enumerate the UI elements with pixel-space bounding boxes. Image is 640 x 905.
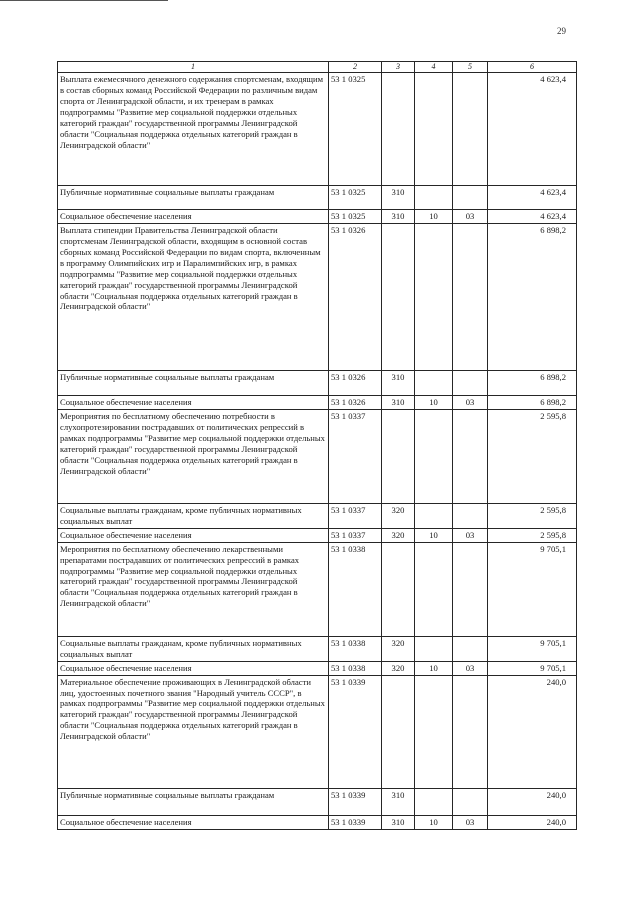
row-col4: 10: [415, 210, 453, 224]
row-col5: 03: [453, 661, 488, 675]
row-col4: [415, 224, 453, 371]
row-code: 53 1 0338: [329, 661, 382, 675]
row-name: Публичные нормативные социальные выплаты гражданам: [58, 371, 329, 396]
row-col4: [415, 73, 453, 186]
row-col4: [415, 788, 453, 815]
row-col3: 310: [382, 371, 415, 396]
row-code: 53 1 0326: [329, 371, 382, 396]
row-amount: 240,0: [488, 815, 577, 829]
row-col5: [453, 371, 488, 396]
row-col5: [453, 224, 488, 371]
header-col-4: 4: [415, 62, 453, 73]
row-col4: 10: [415, 528, 453, 542]
row-col5: [453, 636, 488, 661]
row-code: 53 1 0338: [329, 542, 382, 636]
row-amount: 6 898,2: [488, 396, 577, 410]
table-row: [58, 73, 577, 186]
table-row: [58, 186, 577, 210]
table-row: [58, 396, 577, 410]
row-name: Социальное обеспечение населения: [58, 661, 329, 675]
row-amount: 9 705,1: [488, 636, 577, 661]
row-col4: 10: [415, 396, 453, 410]
row-name: Социальное обеспечение населения: [58, 528, 329, 542]
page-number: 29: [557, 26, 566, 36]
row-col3: 320: [382, 503, 415, 528]
row-code: 53 1 0326: [329, 224, 382, 371]
row-name: Социальные выплаты гражданам, кроме публичных нормативных социальных выплат: [58, 503, 329, 528]
row-col3: 310: [382, 396, 415, 410]
table-row: [58, 409, 577, 503]
scan-edge-line: [0, 0, 168, 1]
header-col-6: 6: [488, 62, 577, 73]
table-row: [58, 788, 577, 815]
row-amount: 4 623,4: [488, 210, 577, 224]
header-col-3: 3: [382, 62, 415, 73]
row-col4: [415, 371, 453, 396]
row-col3: [382, 542, 415, 636]
table-row: [58, 675, 577, 788]
row-col5: [453, 542, 488, 636]
table-row: [58, 528, 577, 542]
row-code: 53 1 0337: [329, 503, 382, 528]
row-col5: [453, 409, 488, 503]
row-col3: 310: [382, 210, 415, 224]
row-col3: [382, 409, 415, 503]
row-name: Социальное обеспечение населения: [58, 815, 329, 829]
table-row: [58, 542, 577, 636]
row-amount: 240,0: [488, 675, 577, 788]
row-name: Публичные нормативные социальные выплаты гражданам: [58, 788, 329, 815]
header-col-5: 5: [453, 62, 488, 73]
row-col5: [453, 73, 488, 186]
row-col3: 310: [382, 788, 415, 815]
row-col3: [382, 224, 415, 371]
row-name: Социальные выплаты гражданам, кроме публичных нормативных социальных выплат: [58, 636, 329, 661]
row-code: 53 1 0325: [329, 210, 382, 224]
row-name: Социальное обеспечение населения: [58, 396, 329, 410]
table-row: [58, 815, 577, 829]
row-col3: 320: [382, 661, 415, 675]
header-col-2: 2: [329, 62, 382, 73]
table-row: [58, 661, 577, 675]
row-col5: [453, 788, 488, 815]
row-amount: 6 898,2: [488, 224, 577, 371]
row-col4: 10: [415, 815, 453, 829]
row-amount: 2 595,8: [488, 409, 577, 503]
row-col3: [382, 675, 415, 788]
row-name: Материальное обеспечение проживающих в Ленинградской области лиц, удостоенных почетного звания "Народный учитель СССР", в рамках подпрограммы "Развитие мер социальной поддержки отдельных категорий граждан" государственной программы Ленинградской области "Социальная поддержка отдельных категорий граждан в Ленинградской области": [58, 675, 329, 788]
budget-table: [57, 61, 577, 830]
row-code: 53 1 0338: [329, 636, 382, 661]
row-col5: [453, 186, 488, 210]
header-col-1: 1: [58, 62, 329, 73]
row-col4: [415, 409, 453, 503]
row-code: 53 1 0339: [329, 675, 382, 788]
row-amount: 9 705,1: [488, 661, 577, 675]
row-code: 53 1 0325: [329, 73, 382, 186]
row-col4: [415, 186, 453, 210]
row-amount: 4 623,4: [488, 186, 577, 210]
row-col4: [415, 542, 453, 636]
table-row: [58, 210, 577, 224]
row-col5: [453, 503, 488, 528]
row-amount: 2 595,8: [488, 503, 577, 528]
row-amount: 2 595,8: [488, 528, 577, 542]
row-col4: [415, 636, 453, 661]
row-code: 53 1 0339: [329, 788, 382, 815]
row-col5: 03: [453, 210, 488, 224]
row-col5: 03: [453, 815, 488, 829]
row-col3: 310: [382, 815, 415, 829]
row-col3: 320: [382, 636, 415, 661]
row-amount: 240,0: [488, 788, 577, 815]
row-amount: 4 623,4: [488, 73, 577, 186]
row-col5: 03: [453, 528, 488, 542]
row-col5: 03: [453, 396, 488, 410]
header-row: [58, 62, 577, 73]
row-name: Мероприятия по бесплатному обеспечению лекарственными препаратами пострадавших от политических репрессий в рамках подпрограммы "Развитие мер социальной поддержки отдельных категорий граждан" государственной программы Ленинградской области "Социальная поддержка отдельных категорий граждан в Ленинградской области": [58, 542, 329, 636]
row-code: 53 1 0326: [329, 396, 382, 410]
row-code: 53 1 0339: [329, 815, 382, 829]
row-col4: [415, 675, 453, 788]
row-code: 53 1 0337: [329, 409, 382, 503]
row-col4: 10: [415, 661, 453, 675]
row-code: 53 1 0337: [329, 528, 382, 542]
table-row: [58, 371, 577, 396]
row-amount: 6 898,2: [488, 371, 577, 396]
table-row: [58, 636, 577, 661]
row-col4: [415, 503, 453, 528]
row-name: Публичные нормативные социальные выплаты гражданам: [58, 186, 329, 210]
row-col5: [453, 675, 488, 788]
row-amount: 9 705,1: [488, 542, 577, 636]
table-row: [58, 224, 577, 371]
row-name: Социальное обеспечение населения: [58, 210, 329, 224]
row-col3: 320: [382, 528, 415, 542]
row-code: 53 1 0325: [329, 186, 382, 210]
row-name: Мероприятия по бесплатному обеспечению потребности в слухопротезировании пострадавших от политических репрессий в рамках подпрограммы "Развитие мер социальной поддержки отдельных категорий граждан" государственной программы Ленинградской области "Социальная поддержка отдельных категорий граждан в Ленинградской области": [58, 409, 329, 503]
table-row: [58, 503, 577, 528]
row-col3: [382, 73, 415, 186]
row-name: Выплата ежемесячного денежного содержания спортсменам, входящим в состав сборных команд Российской Федерации по различным видам спорта от Ленинградской области, и их тренерам в рамках подпрограммы "Развитие мер социальной поддержки отдельных категорий граждан" государственной программы Ленинградской области "Социальная поддержка отдельных категорий граждан в Ленинградской области": [58, 73, 329, 186]
row-name: Выплата стипендии Правительства Ленинградской области спортсменам Ленинградской области, входящим в основной состав сборных команд Российской Федерации по видам спорта, включенным в программу Олимпийских игр и Паралимпийских игр, в рамках подпрограммы "Развитие мер социальной поддержки отдельных категорий граждан" государственной программы Ленинградской области "Социальная поддержка отдельных категорий граждан в Ленинградской области": [58, 224, 329, 371]
row-col3: 310: [382, 186, 415, 210]
